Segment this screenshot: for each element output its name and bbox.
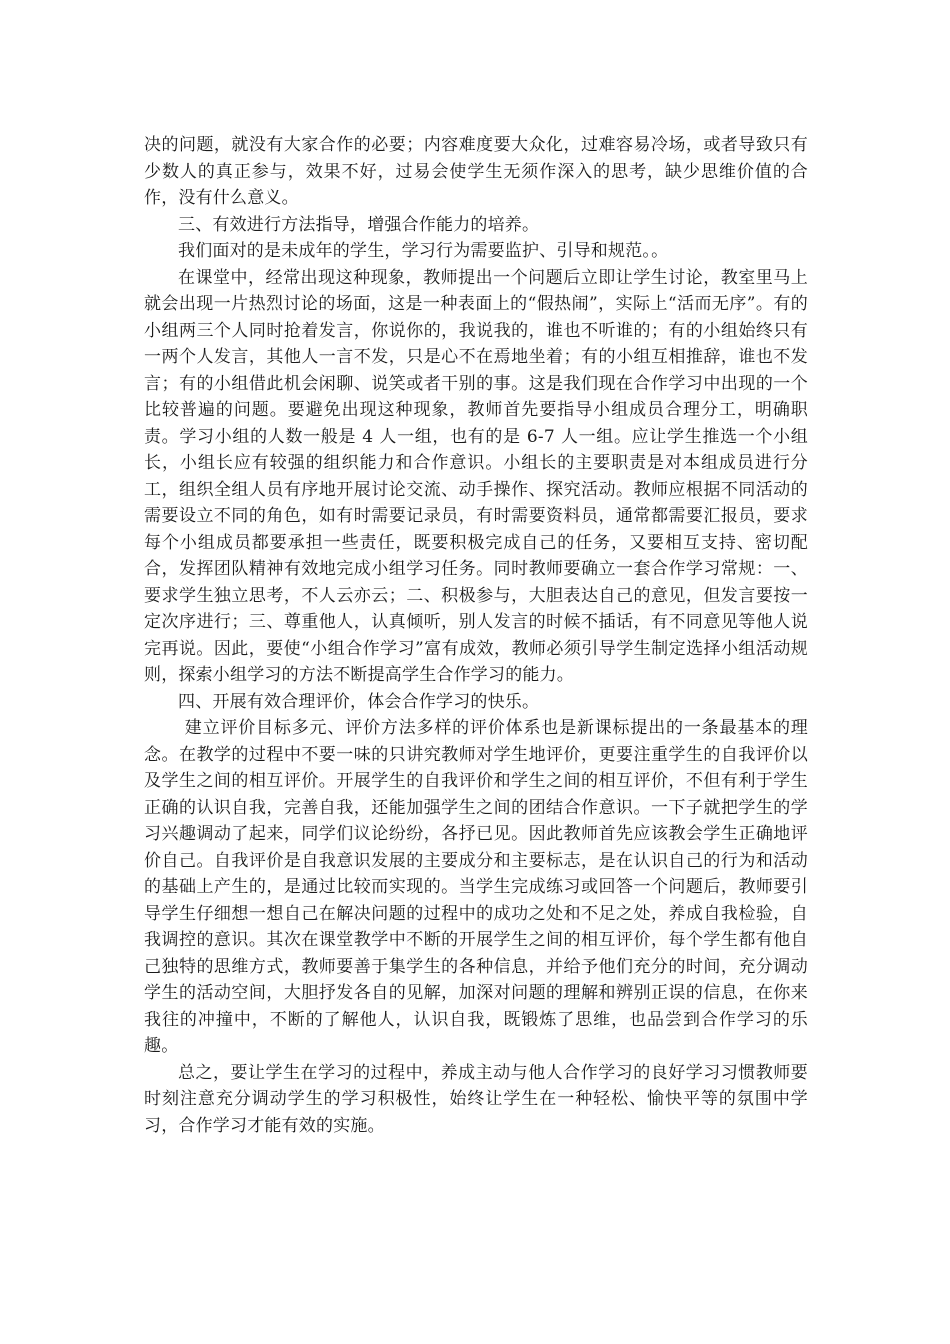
document-body (144, 132, 808, 1139)
paragraph: 建立评价目标多元、评价方法多样的评价体系也是新课标提出的一条最基本的理念。在教学的过程中不要一味的只讲究教师对学生地评价，更要注重学生的自我评价以及学生之间的相互评价。开展学生的自我评价和学生之间的相互评价，不但有利于学生正确的认识自我，完善自我，还能加强学生之间的团结合作意识。一下子就把学生的学习兴趣调动了起来，同学们议论纷纷，各抒已见。因此教师首先应该教会学生正确地评价自己。自我评价是自我意识发展的主要成分和主要标志，是在认识自己的行为和活动的基础上产生的，是通过比较而实现的。当学生完成练习或回答一个问题后，教师要引导学生仔细想一想自己在解决问题的过程中的成功之处和不足之处，养成自我检验，自我调控的意识。其次在课堂教学中不断的开展学生之间的相互评价，每个学生都有他自己独特的思维方式，教师要善于集学生的各种信息，并给予他们充分的时间，充分调动学生的活动空间，大胆抒发各自的见解，加深对问题的理解和辨别正误的信息，在你来我往的冲撞中，不断的了解他人，认识自我，既锻炼了思维，也品尝到合作学习的乐趣。 (144, 718, 808, 1056)
paragraph: 在课堂中，经常出现这种现象，教师提出一个问题后立即让学生讨论，教室里马上就会出现一片热烈讨论的场面，这是一种表面上的“假热闹”，实际上“活而无序”。有的小组两三个人同时抢着发言，你说你的，我说我的，谁也不听谁的；有的小组始终只有一两个人发言，其他人一言不发，只是心不在焉地坐着；有的小组互相推辞，谁也不发言；有的小组借此机会闲聊、说笑或者干别的事。这是我们现在合作学习中出现的一个比较普遍的问题。要避免出现这种现象，教师首先要指导小组成员合理分工，明确职责。学习小组的人数一般是 4 人一组，也有的是 6-7 人一组。应让学生推选一个小组长，小组长应有较强的组织能力和合作意识。小组长的主要职责是对本组成员进行分工，组织全组人员有序地开展讨论交流、动手操作、探究活动。教师应根据不同活动的需要设立不同的角色，如有时需要记录员，有时需要资料员，通常都需要汇报员，要求每个小组成员都要承担一些责任，既要积极完成自己的任务，又要相互支持、密切配合，发挥团队精神有效地完成小组学习任务。同时教师要确立一套合作学习常规：一、要求学生独立思考，不人云亦云；二、积极参与，大胆表达自己的意见，但发言要按一定次序进行；三、尊重他人，认真倾听，别人发言的时候不插话，有不同意见等他人说完再说。因此，要使“小组合作学习”富有成效，教师必须引导学生制定选择小组活动规则，探索小组学习的方法不断提高学生合作学习的能力。 (144, 267, 808, 685)
section-heading-4: 四、开展有效合理评价，体会合作学习的快乐。 (178, 691, 540, 712)
paragraph: 我们面对的是未成年的学生，学习行为需要监护、引导和规范。。 (178, 241, 669, 261)
paragraph-conclusion: 总之，要让学生在学习的过程中，养成主动与他人合作学习的良好学习习惯教师要时刻注意充分调动学生的学习积极性，始终让学生在一种轻松、愉快平等的氛围中学习，合作学习才能有效的实施。 (144, 1062, 808, 1136)
paragraph-continuation: 决的问题，就没有大家合作的必要；内容难度要大众化，过难容易冷场，或者导致只有少数人的真正参与，效果不好，过易会使学生无须作深入的思考，缺少思维价值的合作，没有什么意义。 (144, 135, 808, 208)
section-heading-3: 三、有效进行方法指导，增强合作能力的培养。 (178, 214, 540, 235)
